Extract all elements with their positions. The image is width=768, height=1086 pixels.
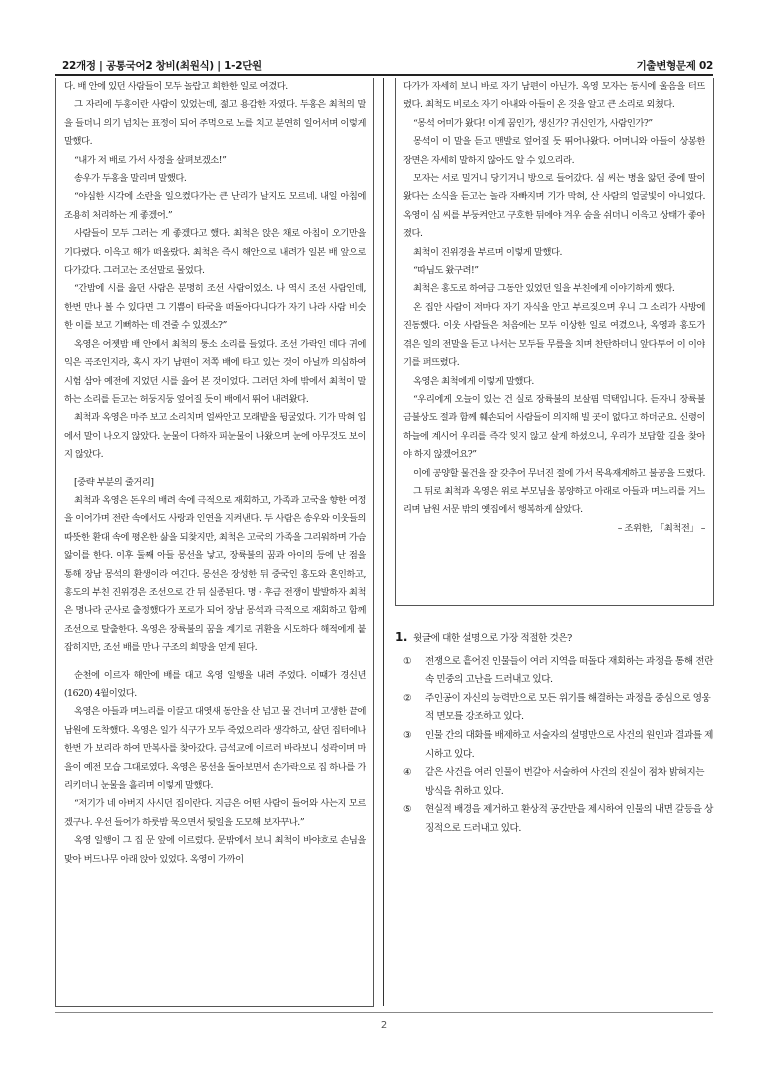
column-divider xyxy=(383,78,384,1006)
passage-paragraph: 옥영은 아들과 며느리를 이끌고 대엿새 동안을 산 넘고 물 건너며 고생한 끝에 남원에 도착했다. 옥영은 일가 식구가 모두 죽었으리라 생각하고, 살던 집터에나 한번 가 보리라 하여 만복사를 찾아갔다. 금석교에 이르러 바라보니 성곽이며 마을이 예전 모습 그대로였다. 옥영은 몽선을 돌아보면서 손가락으로 집 하나를 가리키더니 눈물을 흘리며 이렇게 말했다. xyxy=(64,706,366,792)
question-1 xyxy=(395,628,713,839)
header-divider xyxy=(55,74,713,76)
question-text: 윗글에 대한 설명으로 가장 적절한 것은? xyxy=(413,633,572,644)
page-number: 2 xyxy=(380,1020,388,1031)
passage-paragraph: 순천에 이르자 해안에 배를 대고 옥영 일행을 내려 주었다. 이때가 경신년(1620) 4월이었다. xyxy=(64,669,366,699)
passage-paragraph: [중략 부분의 줄거리] xyxy=(74,476,154,488)
passage-paragraph: 최척이 진위경을 부르며 이렇게 말했다. xyxy=(413,246,563,258)
passage-paragraph: 옥영 일행이 그 집 문 앞에 이르렀다. 문밖에서 보니 최척이 바야흐로 손님을 맞아 버드나무 아래 앉아 있었다. 옥영이 가까이 xyxy=(64,835,366,865)
answer-choice xyxy=(395,727,713,764)
passage-paragraph: 최척과 옥영은 돈우의 배려 속에 극적으로 재회하고, 가족과 고국을 향한 여정을 이어가며 전란 속에서도 사랑과 인연을 지켜낸다. 두 사람은 송우와 이웃들의 따뜻한 환대 속에 평온한 삶을 되찾지만, 최척은 고국의 가족을 그리워하며 가슴앓이를 한다. 이후 둘째 아들 몽선을 낳고, 장륙불의 꿈과 아이의 등에 난 점을 통해 장남 몽석의 환생이라 여긴다. 몽선은 장성한 뒤 중국인 홍도와 혼인하고, 홍도의 부친 진위경은 조선으로 간 뒤 실종된다. 명 · 후금 전쟁이 발발하자 최척은 명나라 군사로 출정했다가 포로가 되어 장남 몽석과 극적으로 재회하고 함께 조선으로 탈출한다. 옥영은 장륙불의 꿈을 계기로 귀환을 시도하다 해적에게 붙잡히지만, 조선 배를 만나 구조의 희망을 얻게 된다. xyxy=(64,494,366,654)
passage-paragraph: 그 자리에 두홍이란 사람이 있었는데, 젊고 용감한 자였다. 두홍은 최척의 말을 들더니 의기 넘치는 표정이 되어 주먹으로 노를 치고 분연히 일어서며 이렇게 말했다. xyxy=(64,99,366,148)
passage-paragraph: 옥영은 최척에게 이렇게 말했다. xyxy=(413,375,534,387)
passage-paragraph: 그 뒤로 최척과 옥영은 위로 부모님을 봉양하고 아래로 아들과 며느리를 거느리며 남원 서문 밖의 옛집에서 행복하게 살았다. xyxy=(403,485,705,516)
passage-paragraph: “저기가 네 아버지 사시던 집이란다. 지금은 어떤 사람이 들어와 사는지 모르겠구나. 우선 들어가 하룻밤 묵으면서 뒷일을 도모해 보자꾸나.” xyxy=(64,798,366,828)
passage-paragraph: “몽석 어미가 왔다! 이게 꿈인가, 생신가? 귀신인가, 사람인가?” xyxy=(413,117,653,129)
choice-marker: ⑤ xyxy=(403,804,412,816)
choice-text: 같은 사건을 여러 인물이 번갈아 서술하여 사건의 진실이 점차 밝혀지는 방식을 취하고 있다. xyxy=(425,767,705,797)
passage-paragraph: 사람들이 모두 그러는 게 좋겠다고 했다. 최척은 앉은 채로 아침이 오기만을 기다렸다. 이윽고 해가 떠올랐다. 최척은 즉시 해안으로 내려가 일본 배 앞으로 다가갔다. 그러고는 조선말로 물었다. xyxy=(64,228,366,277)
passage-paragraph: 온 집안 사람이 저마다 자기 자식을 안고 부르짖으며 우니 그 소리가 사방에 진동했다. 이웃 사람들은 처음에는 모두 이상한 일로 여겼으나, 옥영과 홍도가 겪은 일의 전말을 듣고 나서는 모두들 무릎을 치며 찬탄하더니 앞다투어 이 이야기를 퍼뜨렸다. xyxy=(403,301,705,369)
passage-paragraph: 다가가 자세히 보니 바로 자기 남편이 아닌가. 옥영 모자는 동시에 울음을 터뜨렸다. 최척도 비로소 자기 아내와 아들이 온 것을 알고 큰 소리로 외쳤다. xyxy=(403,81,705,111)
answer-choice xyxy=(395,690,713,727)
passage-source: – 조위한, 「최척전」 – xyxy=(617,522,705,534)
passage-right-column xyxy=(403,78,705,603)
choice-text: 현실적 배경을 제거하고 환상적 공간만을 제시하여 인물의 내면 갈등을 상징적으로 드러내고 있다. xyxy=(425,804,713,834)
question-number: 1. xyxy=(395,630,408,644)
choice-marker: ② xyxy=(403,692,412,704)
passage-paragraph: 송우가 두홍을 말리며 말했다. xyxy=(74,173,187,185)
answer-choice xyxy=(395,653,713,690)
passage-paragraph: “야심한 시각에 소란을 일으켰다가는 큰 난리가 날지도 모르네. 내일 아침에 조용히 처리하는 게 좋겠어.” xyxy=(64,191,366,221)
choice-marker: ① xyxy=(403,655,412,667)
choice-marker: ③ xyxy=(403,729,412,741)
header-exam-title: 기출변형문제 02 xyxy=(636,60,713,72)
question-stem xyxy=(395,628,713,649)
passage-paragraph: 최척은 홍도로 하여금 그동안 있었던 일을 부친에게 이야기하게 했다. xyxy=(413,283,675,295)
passage-left-column xyxy=(64,78,366,1003)
passage-paragraph: 다. 배 안에 있던 사람들이 모두 놀랍고 희한한 일로 여겼다. xyxy=(64,81,288,92)
passage-paragraph: 최척과 옥영은 마주 보고 소리치며 얼싸안고 모래밭을 뒹굴었다. 기가 막혀 입에서 말이 나오지 않았다. 눈물이 다하자 피눈물이 나왔으며 눈에 아무것도 보이지 않았다. xyxy=(64,412,366,461)
choice-text: 전쟁으로 흩어진 인물들이 여러 지역을 떠돌다 재회하는 과정을 통해 전란 속 민중의 고난을 드러내고 있다. xyxy=(425,655,713,686)
header-course-info: 22개정 | 공통국어2 창비(최원식) | 1-2단원 xyxy=(62,60,262,72)
passage-paragraph: “내가 저 배로 가서 사정을 살펴보겠소!” xyxy=(74,154,227,166)
choice-marker: ④ xyxy=(403,767,412,779)
passage-paragraph: “간밤에 시를 읊던 사람은 분명히 조선 사람이었소. 나 역시 조선 사람인데, 한번 만나 볼 수 있다면 그 기쁨이 타국을 떠돌아다니다가 자기 나라 사람 비슷한 이를 보고 기뻐하는 데 견줄 수 있겠소?” xyxy=(64,283,366,332)
footer-divider xyxy=(55,1012,713,1013)
passage-paragraph: “따님도 왔구려!” xyxy=(413,265,479,277)
passage-paragraph: “우리에게 오늘이 있는 건 실로 장륙불의 보살핌 덕택입니다. 듣자니 장륙불 금불상도 절과 함께 훼손되어 사람들이 의지해 빌 곳이 없다고 하더군요. 신령이 하늘에 계시어 우리를 즉각 잊지 않고 살게 하셨으니, 우리가 보답할 길을 찾아야 하지 않겠어요?” xyxy=(403,393,705,461)
choice-text: 주인공이 자신의 능력만으로 모든 위기를 해결하는 과정을 중심으로 영웅적 면모를 강조하고 있다. xyxy=(425,692,711,723)
answer-choice xyxy=(395,764,713,801)
passage-paragraph: 몽석이 이 말을 듣고 맨발로 엎어질 듯 뛰어나왔다. 어머니와 아들이 상봉한 장면은 자세히 말하지 않아도 알 수 있으리라. xyxy=(403,136,705,166)
choice-text: 인물 간의 대화를 배제하고 서술자의 설명만으로 사건의 원인과 결과를 제시하고 있다. xyxy=(425,729,713,760)
passage-paragraph: 이에 공양할 물건을 잘 갖추어 무너진 절에 가서 목욕재계하고 불공을 드렸다. xyxy=(413,467,705,479)
passage-paragraph: 옥영은 어젯밤 배 안에서 최척의 퉁소 소리를 들었다. 조선 가락인 데다 귀에 익은 곡조인지라, 혹시 자기 남편이 저쪽 배에 타고 있는 것이 아닐까 의심하여 시험 삼아 예전에 지었던 시를 읊어 본 것이었다. 그러던 차에 밖에서 최척이 말하는 소리를 듣고는 허둥지둥 엎어질 듯이 배에서 뛰어 내려왔다. xyxy=(64,338,366,405)
passage-paragraph: 모자는 서로 밀거니 당기거니 방으로 들어갔다. 심 씨는 병을 앓던 중에 딸이 왔다는 소식을 듣고는 놀라 자빠지며 기가 막혀, 산 사람의 얼굴빛이 아니었다. 옥영이 심 씨를 부둥켜안고 구호한 뒤에야 겨우 숨을 쉬더니 이윽고 상태가 좋아졌다. xyxy=(403,173,705,240)
answer-choice xyxy=(395,801,713,838)
